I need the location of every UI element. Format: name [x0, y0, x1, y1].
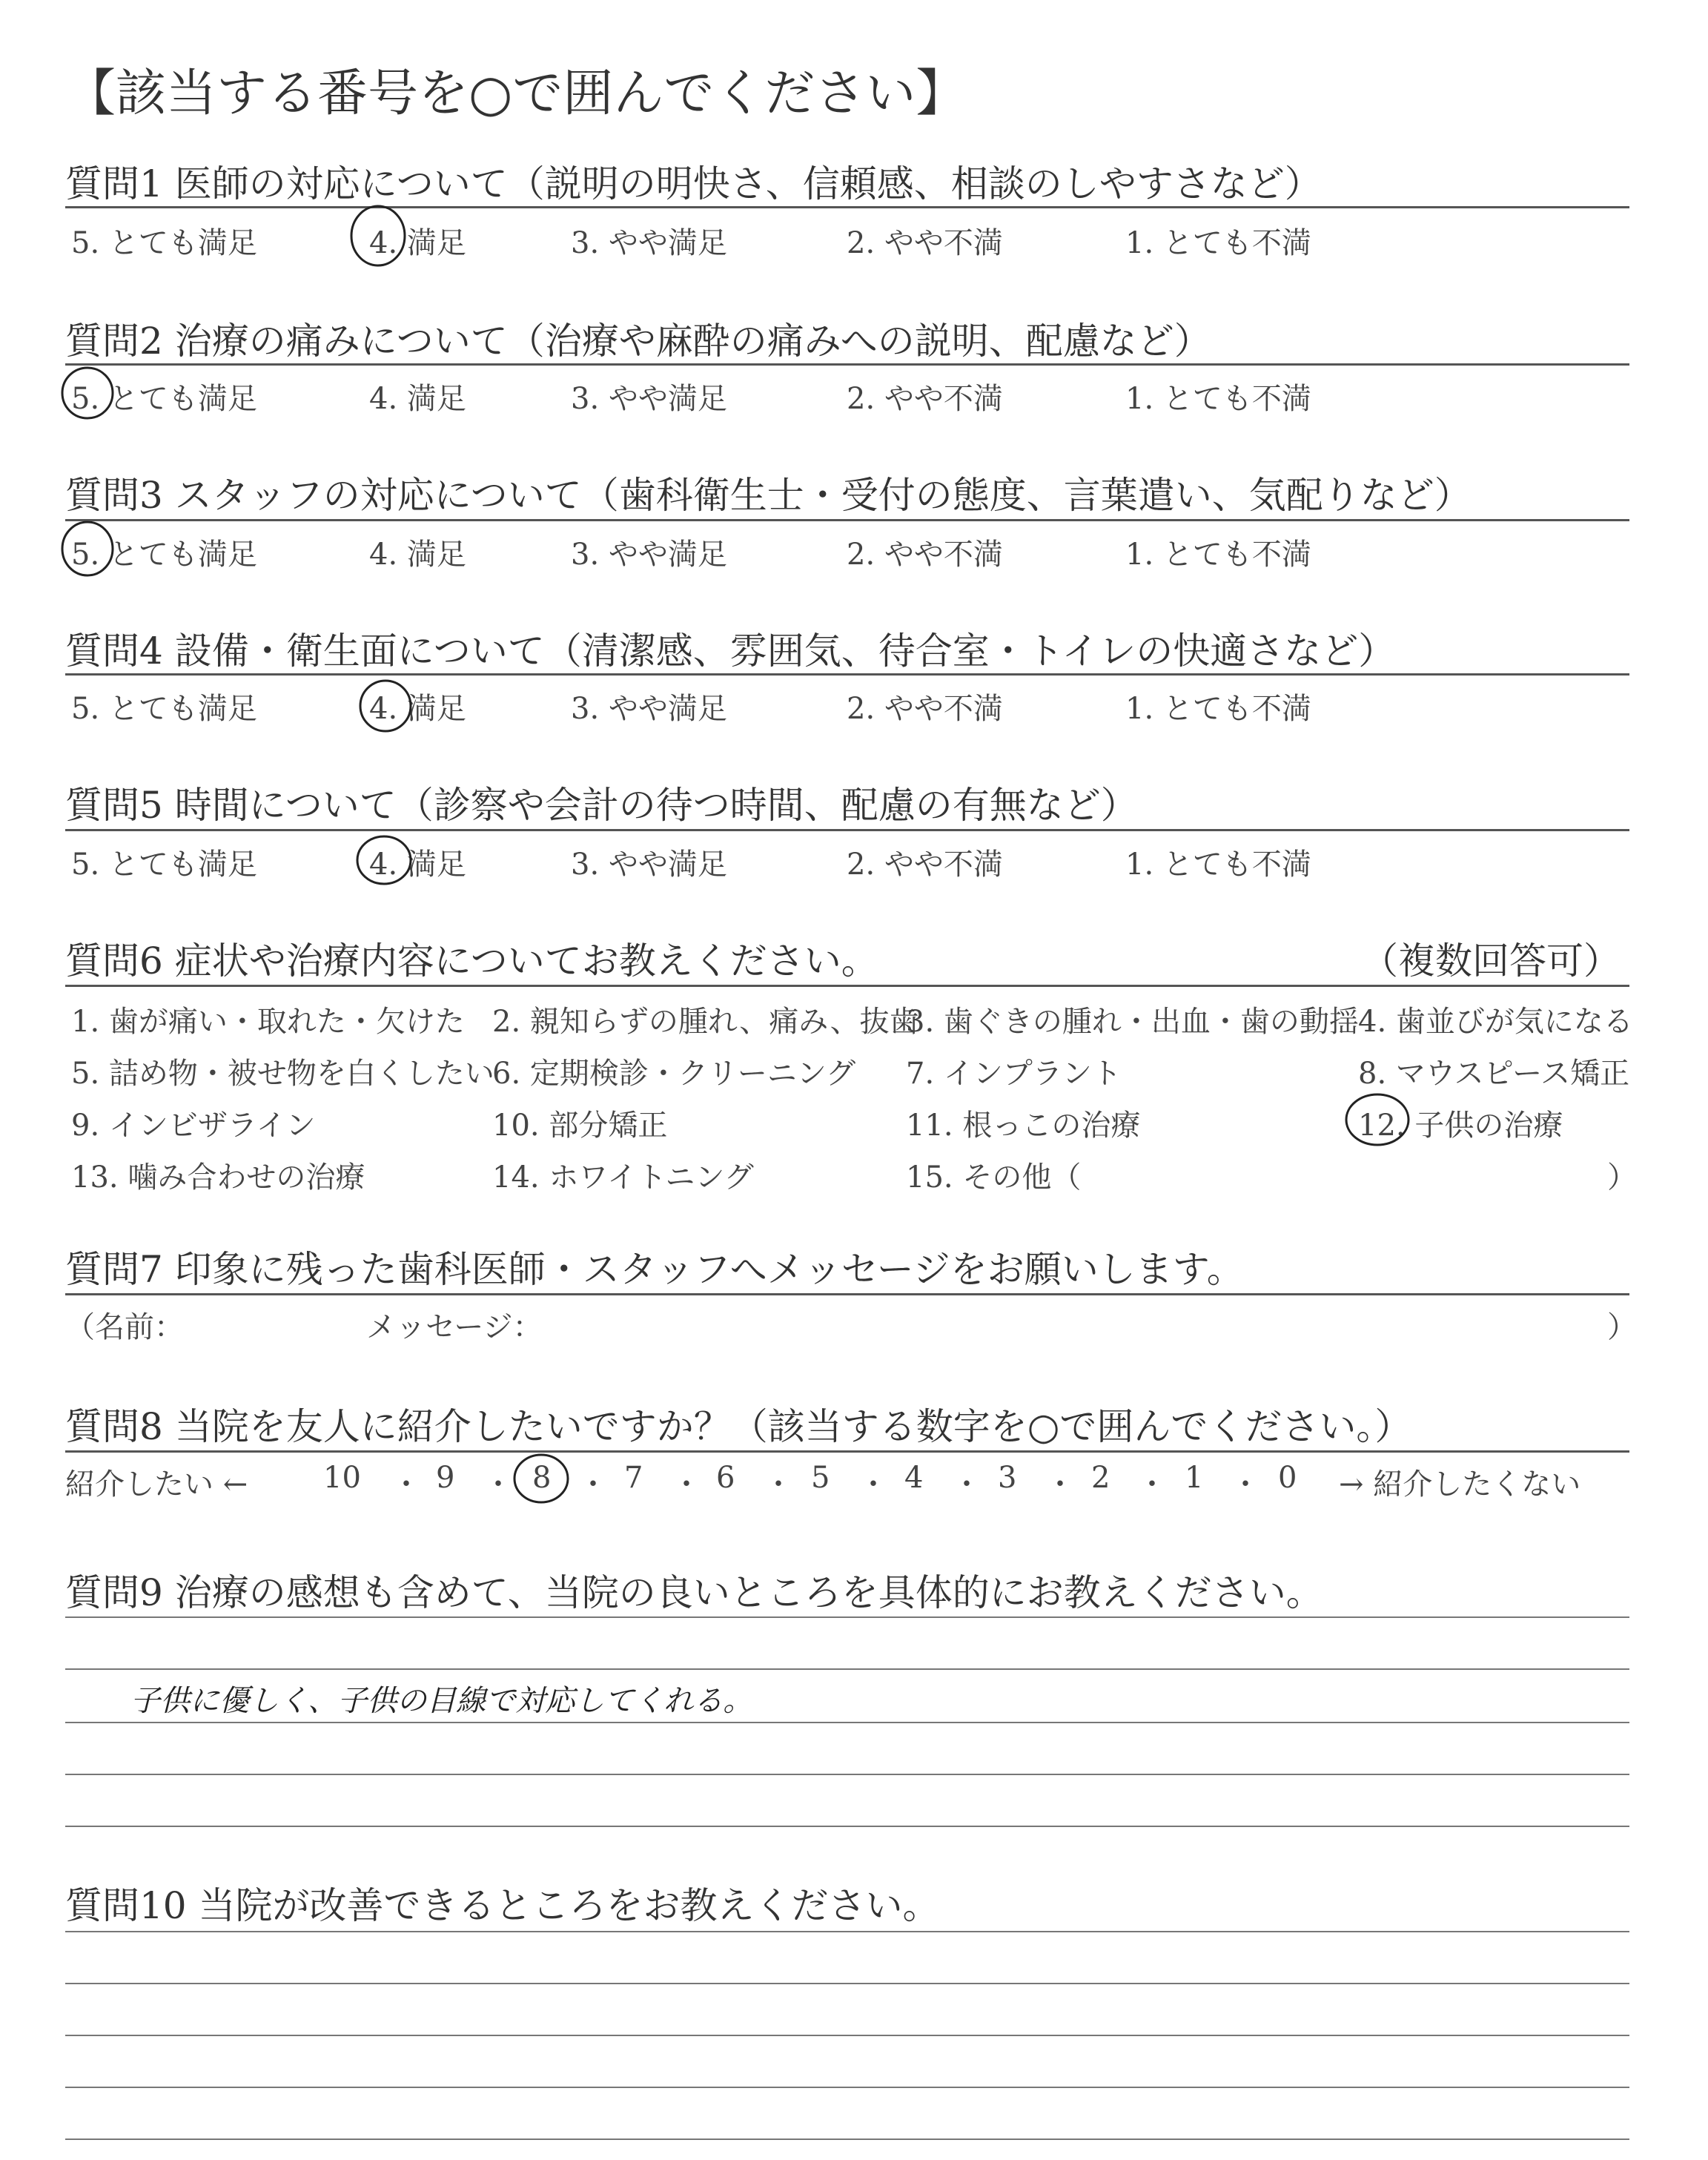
q9-handwritten-answer[interactable]: 子供に優しく、子供の目線で対応してくれる。 — [130, 1684, 753, 1718]
q10-line-5 — [65, 2138, 1629, 2140]
q3-option-1[interactable]: 1. とても不満 — [1125, 538, 1311, 572]
q2-option-3[interactable]: 3. やや満足 — [571, 382, 727, 416]
q8-title: 質問8 当院を友人に紹介したいですか？（該当する数字を○で囲んでください。） — [65, 1405, 1412, 1448]
q6-option-3[interactable]: 3. 歯ぐきの腫れ・出血・歯の動揺 — [906, 1005, 1359, 1039]
q10-line-2 — [65, 1983, 1629, 1984]
q8-score-9[interactable]: 9 — [436, 1461, 455, 1495]
q8-divider — [65, 1450, 1629, 1453]
q8-sep: ・ — [1231, 1467, 1260, 1502]
q6-option-12[interactable]: 12. 子供の治療 — [1358, 1109, 1563, 1143]
q6-option-11[interactable]: 11. 根っこの治療 — [906, 1109, 1141, 1143]
q10-title: 質問10 当院が改善できるところをお教えください。 — [65, 1884, 940, 1927]
q5-option-5[interactable]: 5. とても満足 — [71, 848, 257, 882]
q8-sep: ・ — [672, 1467, 701, 1502]
q6-option-14[interactable]: 14. ホワイトニング — [492, 1160, 754, 1195]
q6-option-9[interactable]: 9. インビザライン — [71, 1109, 316, 1143]
q6-other-close-paren: ） — [1607, 1160, 1637, 1195]
q3-title: 質問3 スタッフの対応について（歯科衛生士・受付の態度、言葉遣い、気配りなど） — [65, 474, 1472, 517]
q7-title: 質問7 印象に残った歯科医師・スタッフへメッセージをお願いします。 — [65, 1248, 1244, 1291]
q5-option-1[interactable]: 1. とても不満 — [1125, 848, 1311, 882]
q6-option-5[interactable]: 5. 詰め物・被せ物を白くしたい — [71, 1057, 494, 1091]
q8-sep: ・ — [578, 1467, 608, 1502]
q4-title: 質問4 設備・衛生面について（清潔感、雰囲気、待合室・トイレの快適さなど） — [65, 630, 1396, 673]
q6-divider — [65, 985, 1629, 987]
q6-option-1[interactable]: 1. 歯が痛い・取れた・欠けた — [71, 1005, 465, 1039]
q4-option-3[interactable]: 3. やや満足 — [571, 692, 727, 726]
q1-option-5[interactable]: 5. とても満足 — [71, 226, 257, 260]
q8-sep: ・ — [1137, 1467, 1167, 1502]
q8-score-0[interactable]: 0 — [1278, 1461, 1297, 1495]
q3-option-2[interactable]: 2. やや不満 — [847, 538, 1003, 572]
q6-option-13[interactable]: 13. 噛み合わせの治療 — [71, 1160, 365, 1195]
q2-option-4[interactable]: 4. 満足 — [369, 382, 466, 416]
q8-sep: ・ — [483, 1467, 513, 1502]
q3-option-3[interactable]: 3. やや満足 — [571, 538, 727, 572]
q3-option-5[interactable]: 5. とても満足 — [71, 538, 257, 572]
q6-option-10[interactable]: 10. 部分矯正 — [492, 1109, 668, 1143]
q6-option-2[interactable]: 2. 親知らずの腫れ、痛み、抜歯 — [492, 1005, 919, 1039]
q6-multi-note: （複数回答可） — [1361, 939, 1621, 982]
q8-sep: ・ — [858, 1467, 888, 1502]
q2-divider — [65, 363, 1629, 366]
q8-score-10[interactable]: 10 — [323, 1461, 361, 1495]
q7-message-label: メッセージ： — [366, 1310, 543, 1344]
q6-option-8[interactable]: 8. マウスピース矯正 — [1358, 1057, 1630, 1091]
q6-title: 質問6 症状や治療内容についてお教えください。 — [65, 939, 878, 982]
q8-score-8[interactable]: 8 — [532, 1461, 552, 1495]
q8-sep: ・ — [391, 1467, 421, 1502]
q7-name-label: （名前： — [65, 1310, 184, 1344]
q9-line-2 — [65, 1668, 1629, 1670]
q4-option-5[interactable]: 5. とても満足 — [71, 692, 257, 726]
q5-title: 質問5 時間について（診察や会計の待つ時間、配慮の有無など） — [65, 784, 1138, 827]
q8-score-3[interactable]: 3 — [998, 1461, 1017, 1495]
q9-line-3 — [65, 1722, 1629, 1723]
q8-sep: ・ — [764, 1467, 793, 1502]
q7-close-paren: ） — [1607, 1310, 1637, 1344]
q2-option-5[interactable]: 5. とても満足 — [71, 382, 257, 416]
q4-option-2[interactable]: 2. やや不満 — [847, 692, 1003, 726]
q2-option-2[interactable]: 2. やや不満 — [847, 382, 1003, 416]
q8-score-7[interactable]: 7 — [624, 1461, 643, 1495]
q4-divider — [65, 673, 1629, 676]
q3-option-4[interactable]: 4. 満足 — [369, 538, 466, 572]
q6-option-7[interactable]: 7. インプラント — [906, 1057, 1122, 1091]
q1-title: 質問1 医師の対応について（説明の明快さ、信頼感、相談のしやすさなど） — [65, 162, 1322, 205]
q5-option-4[interactable]: 4. 満足 — [369, 848, 466, 882]
q1-divider — [65, 206, 1629, 208]
q8-score-5[interactable]: 5 — [811, 1461, 830, 1495]
q9-line-5 — [65, 1826, 1629, 1827]
q8-score-1[interactable]: 1 — [1185, 1461, 1204, 1495]
q9-line-1 — [65, 1616, 1629, 1618]
q7-divider — [65, 1293, 1629, 1295]
q8-score-4[interactable]: 4 — [904, 1461, 924, 1495]
q1-option-4[interactable]: 4. 満足 — [369, 226, 466, 260]
q4-option-4[interactable]: 4. 満足 — [369, 692, 466, 726]
q1-option-3[interactable]: 3. やや満足 — [571, 226, 727, 260]
q1-option-2[interactable]: 2. やや不満 — [847, 226, 1003, 260]
q5-option-3[interactable]: 3. やや満足 — [571, 848, 727, 882]
q4-option-1[interactable]: 1. とても不満 — [1125, 692, 1311, 726]
q1-option-1[interactable]: 1. とても不満 — [1125, 226, 1311, 260]
q10-line-1 — [65, 1931, 1629, 1932]
q5-option-2[interactable]: 2. やや不満 — [847, 848, 1003, 882]
q6-option-6[interactable]: 6. 定期検診・クリーニング — [492, 1057, 856, 1091]
q8-left-label: 紹介したい ← — [65, 1467, 248, 1502]
q8-score-2[interactable]: 2 — [1091, 1461, 1110, 1495]
q8-right-label: → 紹介したくない — [1339, 1467, 1581, 1502]
q6-option-15[interactable]: 15. その他（ — [906, 1160, 1082, 1195]
q2-title: 質問2 治療の痛みについて（治療や麻酔の痛みへの説明、配慮など） — [65, 320, 1211, 363]
form-header: 【該当する番号を○で囲んでください】 — [65, 65, 967, 123]
q8-score-6[interactable]: 6 — [716, 1461, 735, 1495]
q10-line-4 — [65, 2087, 1629, 2088]
q2-option-1[interactable]: 1. とても不満 — [1125, 382, 1311, 416]
q6-option-4[interactable]: 4. 歯並びが気になる — [1358, 1005, 1633, 1039]
q10-line-3 — [65, 2035, 1629, 2036]
q5-divider — [65, 829, 1629, 831]
q9-title: 質問9 治療の感想も含めて、当院の良いところを具体的にお教えください。 — [65, 1571, 1323, 1614]
q8-sep: ・ — [1045, 1467, 1075, 1502]
q3-divider — [65, 519, 1629, 521]
q9-line-4 — [65, 1774, 1629, 1775]
q8-sep: ・ — [952, 1467, 982, 1502]
